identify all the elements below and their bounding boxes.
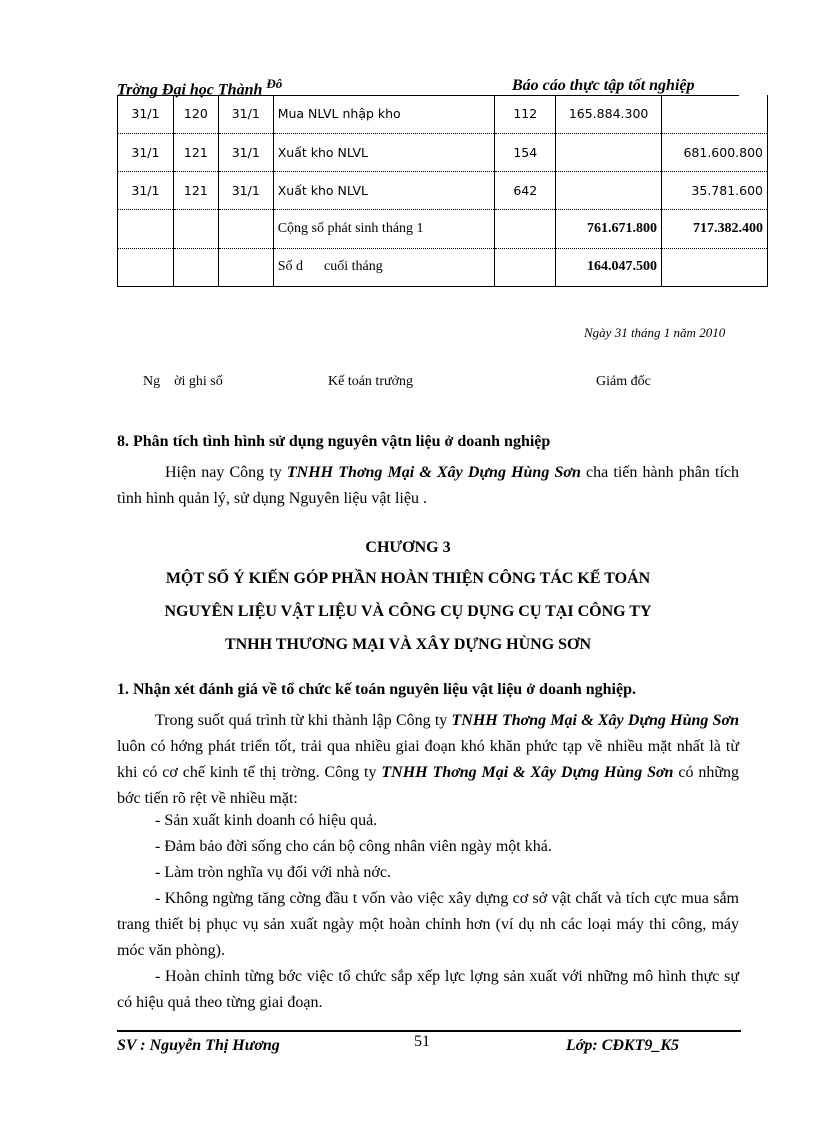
footer-student: SV : Nguyễn Thị Hương — [117, 1037, 280, 1054]
date-line: Ngày 31 tháng 1 năm 2010 — [584, 325, 726, 340]
header-report-title: Báo cáo thực tập tốt nghiệp — [512, 77, 695, 94]
table-row-closing: Số d cuối tháng 164.047.500 — [118, 248, 768, 286]
chapter-number: CHƯƠNG 3 — [365, 539, 451, 556]
footer-class: Lớp: CĐKT9_K5 — [566, 1037, 680, 1054]
section-1-title: 1. Nhận xét đánh giá về tổ chức kế toán nguyên liệu vật liệu ở doanh nghiệp. — [117, 681, 636, 698]
list-item: - Không ngừng tăng cờng đầu t vốn vào việc xây dựng cơ sở vật chất và tích cực mua sắm trang thiết bị phục vụ sản xuất ngày một hoàn chỉnh hơn (ví dụ nh các loại máy thi công, máy móc văn phòng). — [117, 890, 739, 959]
table-row-total: Cộng số phát sinh tháng 1 761.671.800 717.382.400 — [118, 209, 768, 248]
table-row: 31/1 121 31/1 Xuất kho NLVL 642 35.781.600 — [118, 171, 768, 209]
list-item: - Làm tròn nghĩa vụ đối với nhà nớc. — [155, 864, 391, 881]
section-8-title: 8. Phân tích tình hình sử dụng nguyên vậtn liệu ở doanh nghiệp — [117, 433, 551, 450]
table-row: 31/1 120 31/1 Mua NLVL nhập kho 112 165.884.300 — [118, 95, 768, 133]
signature-chief-accountant: Kế toán trưởng — [328, 374, 413, 389]
chapter-title-line1: MỘT SỐ Ý KIẾN GÓP PHẦN HOÀN THIỆN CÔNG TÁC KẾ TOÁN — [165, 570, 651, 587]
chapter-title-line3: TNHH THƯƠNG MẠI VÀ XÂY DỰNG HÙNG SƠN — [224, 636, 592, 653]
signature-recorder: Ng ời ghi số — [143, 374, 223, 389]
footer-divider — [117, 1030, 741, 1032]
section-1-paragraph: Trong suốt quá trình từ khi thành lập Công ty TNHH Thơng Mại & Xây Dựng Hùng Sơn luôn có hớng phát triển tốt, trải qua nhiều giai đoạn khó khăn phức tạp về nhiều mặt nhất là từ khi có cơ chế kinh tế thị trờng. Công ty TNHH Thơng Mại & Xây Dựng Hùng Sơn có những bớc tiến rõ rệt về nhiều mặt: — [117, 712, 740, 807]
table-row: 31/1 121 31/1 Xuất kho NLVL 154 681.600.800 — [118, 133, 768, 171]
section-8-paragraph: Hiện nay Công ty TNHH Thơng Mại & Xây Dựng Hùng Sơn cha tiến hành phân tích tình hình quản lý, sử dụng Nguyên liệu vật liệu . — [117, 464, 739, 507]
list-item: - Hoàn chỉnh từng bớc việc tổ chức sắp xếp lực lợng sản xuất với những mô hình thực sự có hiệu quả theo từng giai đoạn. — [117, 968, 739, 1011]
ledger-table — [117, 95, 768, 287]
header-school: Trờng Đại học Thành $^{Đô}$ — [117, 76, 283, 99]
signature-director: Giám đốc — [596, 374, 651, 389]
page-number: 51 — [414, 1033, 430, 1050]
chapter-title-line2: NGUYÊN LIỆU VẬT LIỆU VÀ CÔNG CỤ DỤNG CỤ TẠI CÔNG TY — [164, 603, 652, 620]
list-item: - Đảm bảo đời sống cho cán bộ công nhân viên ngày một khá. — [155, 838, 552, 855]
list-item: - Sản xuất kinh doanh có hiệu quả. — [155, 812, 378, 829]
header-school-sup: Đô — [266, 76, 283, 91]
